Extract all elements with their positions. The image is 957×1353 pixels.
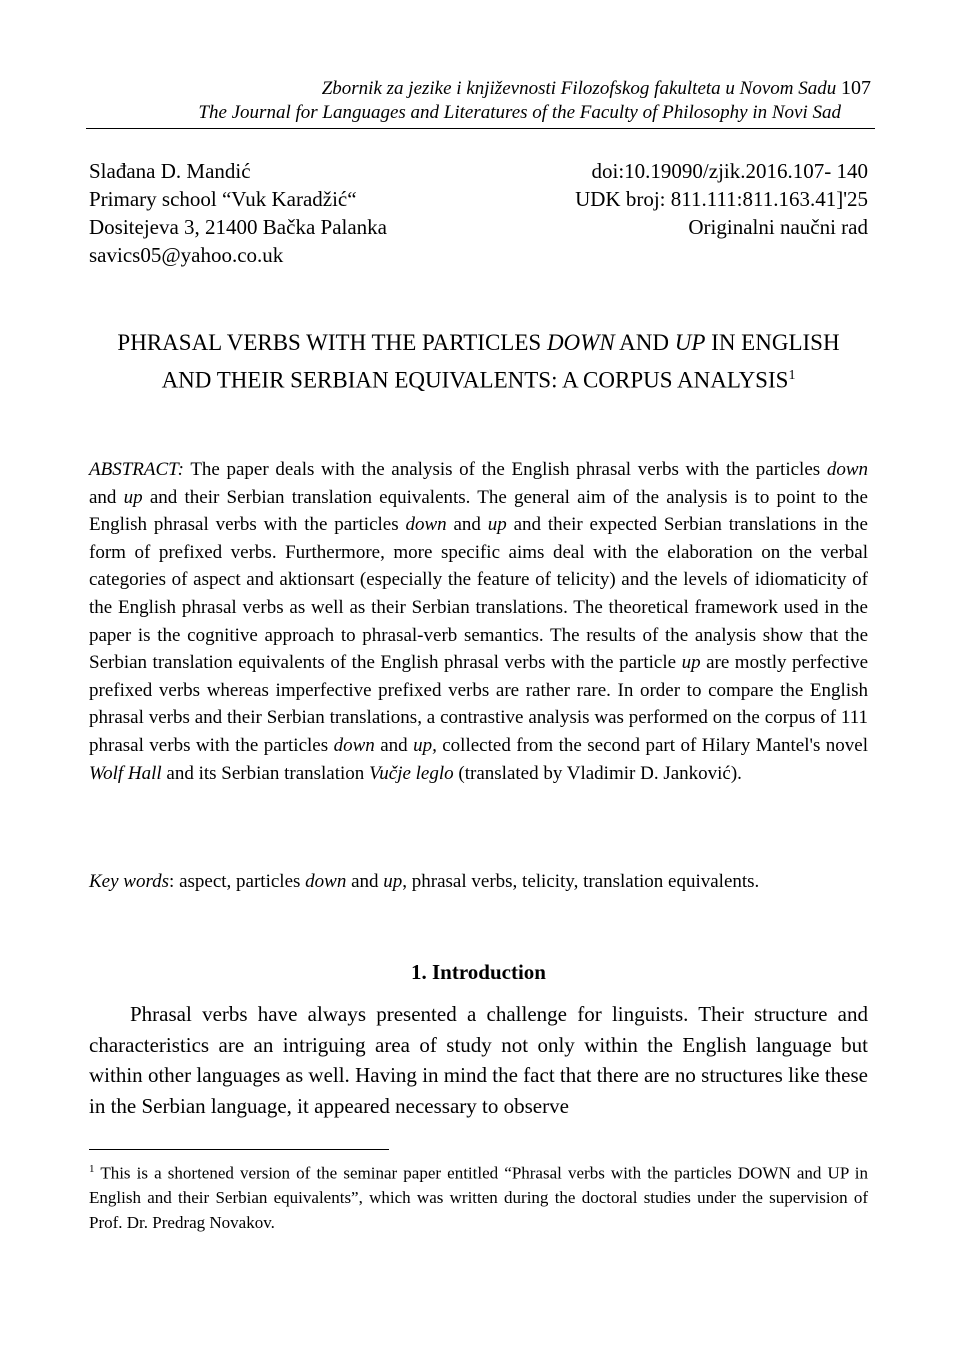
footnote-text: This is a shortened version of the seminar paper entitled “Phrasal verbs with the particles DOWN and UP in English and their Serbian equivalents”, which was written during the doctoral studies under the supervision of Prof. Dr. Predrag Novakov.	[89, 1163, 868, 1232]
header-rule	[86, 128, 875, 129]
author-block	[89, 157, 387, 269]
page-number: 107	[841, 77, 871, 99]
footnote-rule	[89, 1149, 389, 1150]
keywords: Key words: aspect, particles down and up, phrasal verbs, telicity, translation equivalents.	[89, 871, 760, 892]
title-footnote-ref: 1	[788, 368, 796, 383]
publication-info	[575, 157, 868, 241]
novel-title-english: Wolf Hall	[89, 762, 162, 784]
author-address: Dositejeva 3, 21400 Bačka Palanka	[89, 215, 387, 239]
title-word-down: DOWN	[546, 330, 615, 355]
journal-title-serbian: Zbornik za jezike i književnosti Filozofskog fakulteta u Novom Sadu	[321, 78, 837, 99]
intro-paragraph: Phrasal verbs have always presented a challenge for linguists. Their structure and characteristics are an intriguing area of study not only within the English language but within other languages as well. Having in mind the fact that there are no structures like these in the Serbian language, it appeared necessary to observe	[89, 1002, 868, 1118]
abstract: ABSTRACT: The paper deals with the analysis of the English phrasal verbs with the particles down and up and their Serbian translation equivalents. The general aim of the analysis is to point to the English phrasal verbs with the particles down and up and their expected Serbian translations in the form of prefixed verbs. Furthermore, more specific aims deal with the elaboration on the verbal categories of aspect and aktionsart (especially the feature of telicity) and the levels of idiomaticity of the English phrasal verbs as well as their Serbian translations. The theoretical framework used in the paper is the cognitive approach to phrasal-verb semantics. The results of the analysis show that the Serbian translation equivalents of the English phrasal verbs with the particle up are mostly perfective prefixed verbs whereas imperfective prefixed verbs are rather rare. In order to compare the English phrasal verbs and their Serbian translations, a contrastive analysis was performed on the corpus of 111 phrasal verbs with the particles down and up, collected from the second part of Hilary Mantel's novel Wolf Hall and its Serbian translation Vučje leglo (translated by Vladimir D. Janković).	[89, 459, 869, 784]
keywords-label: Key words	[89, 871, 170, 892]
title-word-up: UP	[674, 330, 706, 355]
abstract-label: ABSTRACT:	[89, 459, 185, 480]
running-header-line-2: The Journal for Languages and Literatures of the Faculty of Philosophy in Novi Sad	[198, 102, 841, 123]
doi: doi:10.19090/zjik.2016.107- 140	[591, 159, 868, 183]
footnote	[89, 1157, 868, 1235]
author-affiliation: Primary school “Vuk Karadžić“	[89, 187, 357, 211]
udk-number: UDK broj: 811.111:811.163.41]'25	[575, 187, 868, 211]
author-email: savics05@yahoo.co.uk	[89, 243, 284, 267]
paper-title: PHRASAL VERBS WITH THE PARTICLES DOWN AND UP IN ENGLISH AND THEIR SERBIAN EQUIVALENTS: A CORPUS ANALYSIS$^1$	[117, 330, 840, 393]
section-heading: 1. Introduction	[411, 960, 546, 984]
author-name: Slađana D. Mandić	[89, 159, 251, 183]
footnote-number: 1	[89, 1163, 95, 1175]
running-header-line-1	[322, 76, 871, 101]
paper-type: Originalni naučni rad	[688, 215, 868, 239]
novel-title-serbian: Vučje leglo	[369, 762, 454, 784]
